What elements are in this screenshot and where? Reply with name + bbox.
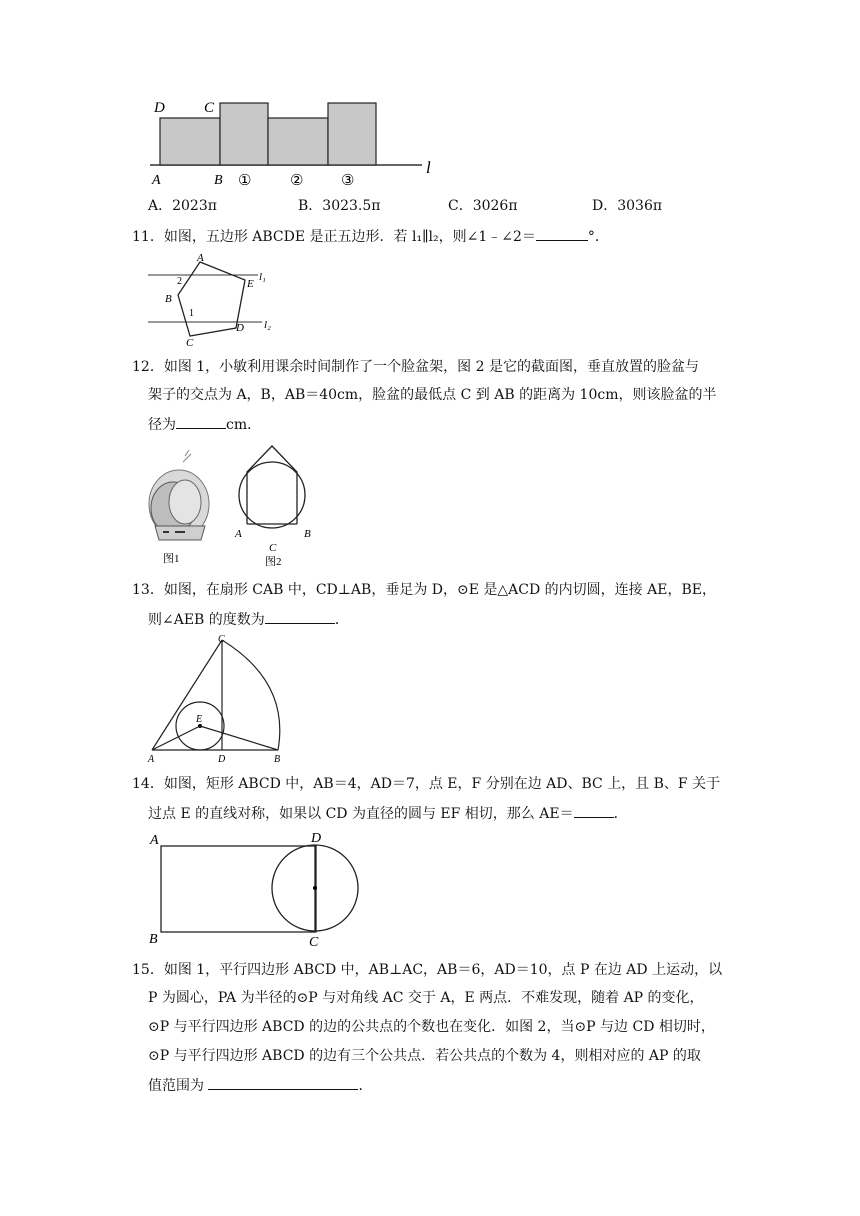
q10-option-d: D．3036π — [592, 198, 663, 214]
q15-line-1: 15．如图 1，平行四边形 ABCD 中，AB⊥AC，AB＝6，AD＝10，点 P 在边 AD 上运动，以 — [132, 962, 723, 978]
label-angle-2: 2 — [177, 276, 182, 287]
q12-figure-2 — [232, 440, 322, 570]
caption-fig-1: 图1 — [163, 553, 180, 565]
label-E: E — [247, 278, 254, 290]
q12-figure-1 — [145, 448, 215, 568]
q14-line-2a: 过点 E 的直线对称，如果以 CD 为直径的圆与 EF 相切，那么 AE＝ — [148, 806, 574, 822]
q10-figure — [140, 95, 450, 190]
caption-fig-2: 图2 — [265, 556, 282, 568]
q11-stem: 11．如图，五边形 ABCDE 是正五边形．若 l₁∥l₂，则∠1﹣∠2＝ — [132, 229, 536, 245]
label-A: A — [235, 528, 242, 540]
label-A: A — [148, 754, 155, 765]
q15-answer-blank[interactable] — [208, 1075, 358, 1090]
label-l: l — [426, 158, 431, 177]
label-B: B — [214, 173, 223, 188]
q11-answer-blank[interactable] — [536, 226, 588, 241]
q15-line-5b: ． — [358, 1078, 373, 1094]
label-B: B — [274, 754, 281, 765]
q11-figure — [140, 250, 290, 346]
label-B: B — [165, 293, 172, 305]
label-C: C — [309, 935, 319, 950]
q13-line-1: 13．如图，在扇形 CAB 中，CD⊥AB，垂足为 D，⊙E 是△ACD 的内切圆，连接 AE，BE， — [132, 582, 716, 598]
rect-3 — [328, 103, 376, 165]
label-D: D — [236, 322, 244, 334]
label-circle-1: ① — [238, 173, 252, 189]
label-C: C — [186, 337, 194, 346]
q12-line-3a: 径为 — [148, 417, 176, 433]
q15-line-5a: 值范围为 — [148, 1078, 204, 1094]
q13-answer-blank[interactable] — [265, 609, 335, 624]
label-A: A — [197, 252, 204, 264]
q15-line-4: ⊙P 与平行四边形 ABCD 的边有三个公共点．若公共点的个数为 4，则相对应的 AP 的取 — [148, 1048, 701, 1064]
q10-option-a: A．2023π — [148, 198, 217, 214]
label-circle-2: ② — [290, 173, 304, 189]
label-A: A — [150, 833, 159, 848]
label-E: E — [196, 714, 203, 725]
pentagon — [178, 262, 245, 336]
q12-line-3 — [148, 414, 261, 435]
q13-line-2a: 则∠AEB 的度数为 — [148, 612, 265, 628]
q13-line-2b: ． — [334, 612, 349, 628]
q15-line-3: ⊙P 与平行四边形 ABCD 的边的公共点的个数也在变化．如图 2，当⊙P 与边 CD 相切时， — [148, 1019, 715, 1035]
q13-line-2 — [148, 609, 349, 630]
q13-figure — [140, 632, 300, 768]
label-l1: l₁ — [259, 271, 266, 283]
q10-option-c: C．3026π — [448, 198, 518, 214]
q11-text — [132, 226, 609, 247]
label-circle-3: ③ — [341, 173, 355, 189]
q15-line-2: P 为圆心，PA 为半径的⊙P 与对角线 AC 交于 A，E 两点．不难发现，随着 AP 的变化， — [148, 990, 704, 1006]
label-B: B — [304, 528, 311, 540]
q12-line-3b: cm． — [226, 417, 262, 433]
label-D: D — [154, 100, 165, 116]
label-l2: l₂ — [264, 319, 271, 331]
label-angle-1: 1 — [189, 308, 194, 319]
label-A: A — [152, 173, 161, 188]
q10-option-b: B．3023.5π — [298, 198, 381, 214]
label-D: D — [311, 831, 322, 846]
q12-line-2: 架子的交点为 A，B，AB＝40cm，脸盆的最低点 C 到 AB 的距离为 10cm，则该脸盆的半 — [148, 387, 717, 403]
rect-base — [160, 118, 220, 165]
q14-line-2 — [148, 803, 628, 824]
q11-tail: °． — [587, 229, 609, 245]
label-C: C — [269, 542, 277, 554]
q14-line-2b: ． — [613, 806, 628, 822]
q15-line-5 — [148, 1075, 372, 1096]
rect-2 — [268, 118, 328, 165]
q14-figure — [140, 828, 370, 950]
label-B: B — [149, 932, 158, 947]
q14-line-1: 14．如图，矩形 ABCD 中，AB＝4，AD＝7，点 E，F 分别在边 AD、BC 上，且 B、F 关于 — [132, 776, 721, 792]
rect-1 — [220, 103, 268, 165]
label-C: C — [218, 634, 225, 645]
label-D: D — [218, 754, 226, 765]
q14-answer-blank[interactable] — [574, 803, 614, 818]
q12-line-1: 12．如图 1，小敏利用课余时间制作了一个脸盆架，图 2 是它的截面图，垂直放置的脸盆与 — [132, 359, 699, 375]
label-C: C — [204, 100, 215, 116]
q12-answer-blank[interactable] — [176, 414, 226, 429]
